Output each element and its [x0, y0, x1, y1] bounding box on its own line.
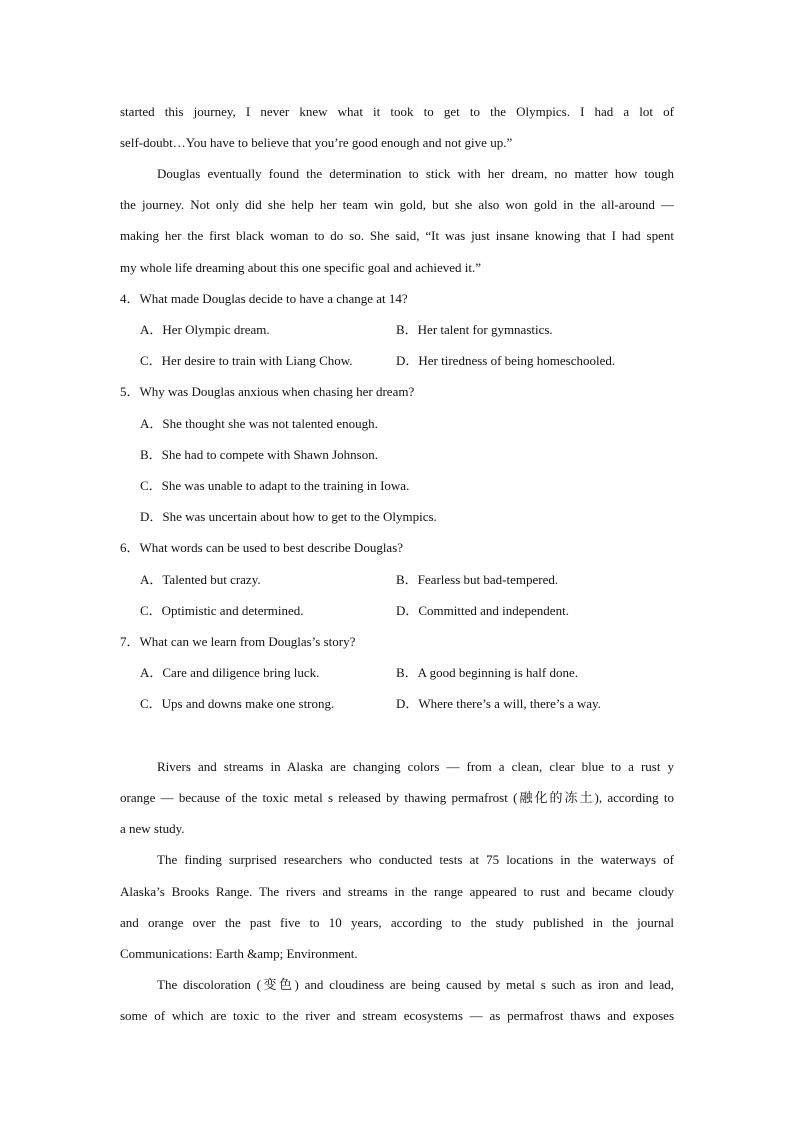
option-a: A．Talented but crazy. — [140, 572, 261, 587]
option-b: B．She had to compete with Shawn Johnson. — [140, 447, 378, 462]
option-c: C．Ups and downs make one strong. — [140, 696, 335, 711]
passage-line: The finding surprised researchers who conducted tests at 75 locations in the waterways of — [157, 852, 674, 867]
passage-line: self-doubt…You have to believe that you’re good enough and not give up.” — [120, 135, 513, 150]
option-c: C．Her desire to train with Liang Chow. — [140, 353, 353, 368]
option-d: D．She was uncertain about how to get to the Olympics. — [140, 509, 437, 524]
passage-line: Rivers and streams in Alaska are changing colors — from a clean, clear blue to a rust y — [157, 759, 674, 774]
passage-line: and orange over the past five to 10 years, according to the study published in the journal — [120, 915, 674, 930]
question-stem: 7．What can we learn from Douglas’s story? — [120, 634, 356, 649]
option-b: B．Her talent for gymnastics. — [396, 322, 553, 337]
question-stem: 6．What words can be used to best describe Douglas? — [120, 540, 404, 555]
option-d: D．Committed and independent. — [396, 603, 569, 618]
option-d: D．Her tiredness of being homeschooled. — [396, 353, 616, 368]
option-c: C．Optimistic and determined. — [140, 603, 304, 618]
option-b: B．A good beginning is half done. — [396, 665, 578, 680]
passage-line: The discoloration (变色) and cloudiness are being caused by metal s such as iron and lead, — [157, 977, 674, 992]
passage-line: Alaska’s Brooks Range. The rivers and streams in the range appeared to rust and became cloudy — [120, 884, 674, 899]
passage-line: started this journey, I never knew what it took to get to the Olympics. I had a lot of — [120, 104, 674, 119]
passage-line: Douglas eventually found the determination to stick with her dream, no matter how tough — [157, 166, 674, 181]
option-b: B．Fearless but bad-tempered. — [396, 572, 559, 587]
question-stem: 5．Why was Douglas anxious when chasing her dream? — [120, 384, 415, 399]
passage-line: orange — because of the toxic metal s released by thawing permafrost (融化的冻土), according to — [120, 790, 674, 805]
passage-line: making her the first black woman to do so. She said, “It was just insane knowing that I had spent — [120, 228, 674, 243]
option-a: A．Care and diligence bring luck. — [140, 665, 320, 680]
passage-line: a new study. — [120, 821, 185, 836]
passage-line: Communications: Earth &amp; Environment. — [120, 946, 358, 961]
passage-line: my whole life dreaming about this one specific goal and achieved it.” — [120, 260, 481, 275]
passage-line: the journey. Not only did she help her team win gold, but she also won gold in the all-around — — [120, 197, 674, 212]
passage-line: some of which are toxic to the river and stream ecosystems — as permafrost thaws and exposes — [120, 1008, 674, 1023]
option-d: D．Where there’s a will, there’s a way. — [396, 696, 601, 711]
question-stem: 4．What made Douglas decide to have a change at 14? — [120, 291, 408, 306]
option-a: A．She thought she was not talented enough. — [140, 416, 378, 431]
option-c: C．She was unable to adapt to the training in Iowa. — [140, 478, 410, 493]
option-a: A．Her Olympic dream. — [140, 322, 270, 337]
